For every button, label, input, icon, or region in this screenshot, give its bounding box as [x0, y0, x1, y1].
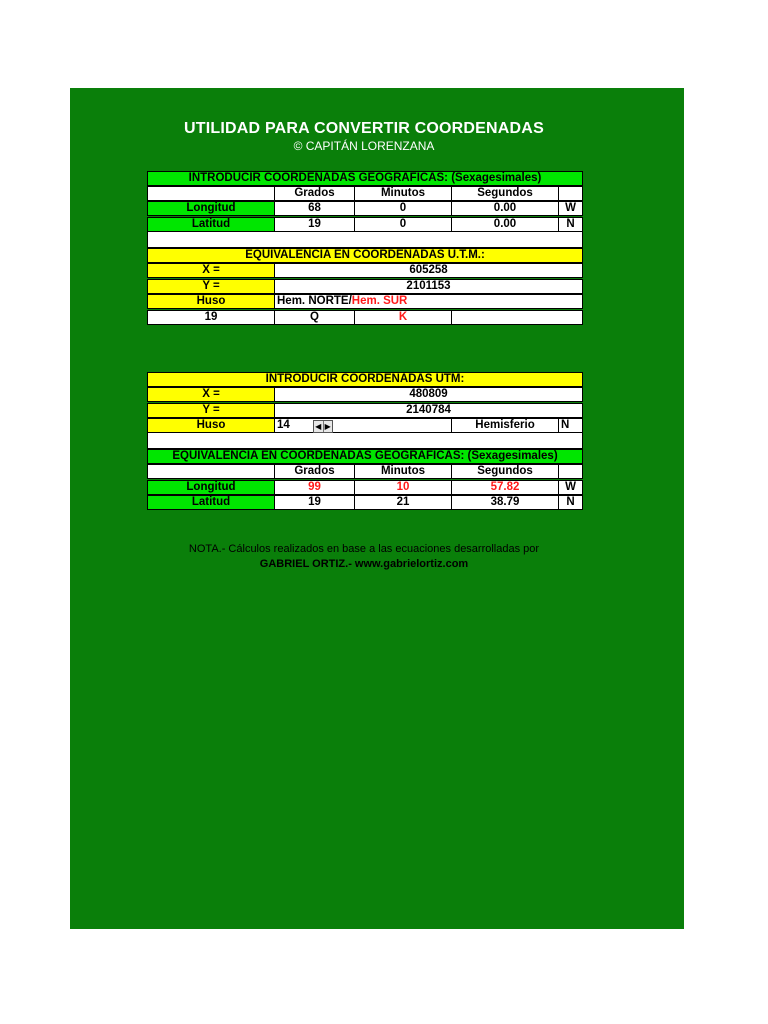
latitud-minutos-input[interactable]: 0 — [354, 217, 452, 232]
longitud-grados-input[interactable]: 68 — [274, 201, 355, 216]
latitud-direction-input[interactable]: N — [558, 217, 583, 232]
result-longitud-minutos: 10 — [354, 480, 452, 495]
result-latitud-direction: N — [558, 495, 583, 510]
utm-x-label: X = — [147, 263, 275, 278]
blank-cell — [147, 232, 583, 248]
utm-huso-label: Huso — [147, 294, 275, 309]
latitud-grados-input[interactable]: 19 — [274, 217, 355, 232]
utm-x-value: 605258 — [274, 263, 583, 278]
utm-result-y-row — [147, 279, 583, 294]
utm-input-header: INTRODUCIR COORDENADAS UTM: — [147, 372, 583, 387]
utm-input-y-label: Y = — [147, 403, 275, 418]
result-longitud-direction: W — [558, 480, 583, 495]
col-segundos: Segundos — [451, 464, 559, 479]
huso-spinner[interactable] — [313, 420, 333, 433]
utm-y-value: 2101153 — [274, 279, 583, 294]
utm-result-huso-row — [147, 294, 583, 309]
utm-input-y-field[interactable]: 2140784 — [274, 403, 583, 418]
utm-input-x-row — [147, 387, 583, 402]
hem-norte-label: Hem. NORTE/ — [277, 295, 352, 307]
longitud-label: Longitud — [147, 201, 275, 216]
geo-result-latitud-row — [147, 495, 583, 510]
result-longitud-label: Longitud — [147, 480, 275, 495]
utm-input-huso-field[interactable]: 14 — [274, 418, 452, 433]
utm-input-x-label: X = — [147, 387, 275, 402]
latitud-segundos-input[interactable]: 0.00 — [451, 217, 559, 232]
result-longitud-grados: 99 — [274, 480, 355, 495]
utm-result-zone-row — [147, 310, 583, 325]
col-minutos: Minutos — [354, 186, 452, 201]
blank-cell — [558, 464, 583, 479]
utm-result-header: EQUIVALENCIA EN COORDENADAS U.T.M.: — [147, 248, 583, 263]
col-minutos: Minutos — [354, 464, 452, 479]
hem-sur-label: Hem. SUR — [351, 295, 408, 307]
hemisferio-label: Hemisferio — [451, 418, 559, 433]
latitud-label: Latitud — [147, 217, 275, 232]
blank-cell — [451, 310, 583, 325]
page-title: UTILIDAD PARA CONVERTIR COORDENADAS — [184, 120, 544, 137]
geo-input-header: INTRODUCIR COORDENADAS GEOGRÁFICAS: (Sexagesimales) — [147, 171, 583, 186]
col-segundos: Segundos — [451, 186, 559, 201]
blank-cell — [147, 186, 275, 201]
utm-huso-value: 19 — [147, 310, 275, 325]
spacer-row — [147, 433, 583, 449]
note-line-2: GABRIEL ORTIZ.- www.gabrielortiz.com — [259, 558, 469, 570]
utm-y-label: Y = — [147, 279, 275, 294]
spacer-row — [147, 232, 583, 248]
geo-input-longitud-row — [147, 201, 583, 216]
result-longitud-segundos: 57.82 — [451, 480, 559, 495]
result-latitud-minutos: 21 — [354, 495, 452, 510]
sur-zone-letter: K — [354, 310, 452, 325]
blank-cell — [147, 464, 275, 479]
result-latitud-label: Latitud — [147, 495, 275, 510]
geo-result-header: EQUIVALENCIA EN COORDENADAS GEOGRÁFICAS: (Sexagesimales) — [147, 449, 583, 464]
longitud-direction-input[interactable]: W — [558, 201, 583, 216]
utm-result-x-row — [147, 263, 583, 278]
result-latitud-grados: 19 — [274, 495, 355, 510]
geo-input-header-row — [147, 171, 583, 186]
note-line-1: NOTA.- Cálculos realizados en base a las ecuaciones desarrolladas por — [188, 543, 540, 555]
hemisferio-input[interactable]: N — [558, 418, 583, 433]
arrow-right-icon[interactable]: ▶ — [323, 421, 333, 432]
blank-cell — [558, 186, 583, 201]
geo-input-column-headers — [147, 186, 583, 201]
geo-result-header-row — [147, 449, 583, 464]
utm-input-huso-row — [147, 418, 583, 433]
longitud-segundos-input[interactable]: 0.00 — [451, 201, 559, 216]
geo-input-latitud-row — [147, 217, 583, 232]
utm-result-header-row — [147, 248, 583, 263]
longitud-minutos-input[interactable]: 0 — [354, 201, 452, 216]
blank-cell — [147, 433, 583, 449]
col-grados: Grados — [274, 464, 355, 479]
utm-input-x-field[interactable]: 480809 — [274, 387, 583, 402]
page-subtitle: © CAPITÁN LORENZANA — [293, 139, 435, 153]
arrow-left-icon[interactable]: ◀ — [315, 421, 322, 431]
utm-input-header-row — [147, 372, 583, 387]
geo-result-column-headers — [147, 464, 583, 479]
hemisphere-legend — [274, 294, 583, 309]
norte-zone-letter: Q — [274, 310, 355, 325]
result-latitud-segundos: 38.79 — [451, 495, 559, 510]
geo-result-longitud-row — [147, 480, 583, 495]
col-grados: Grados — [274, 186, 355, 201]
utm-input-huso-label: Huso — [147, 418, 275, 433]
utm-input-y-row — [147, 403, 583, 418]
